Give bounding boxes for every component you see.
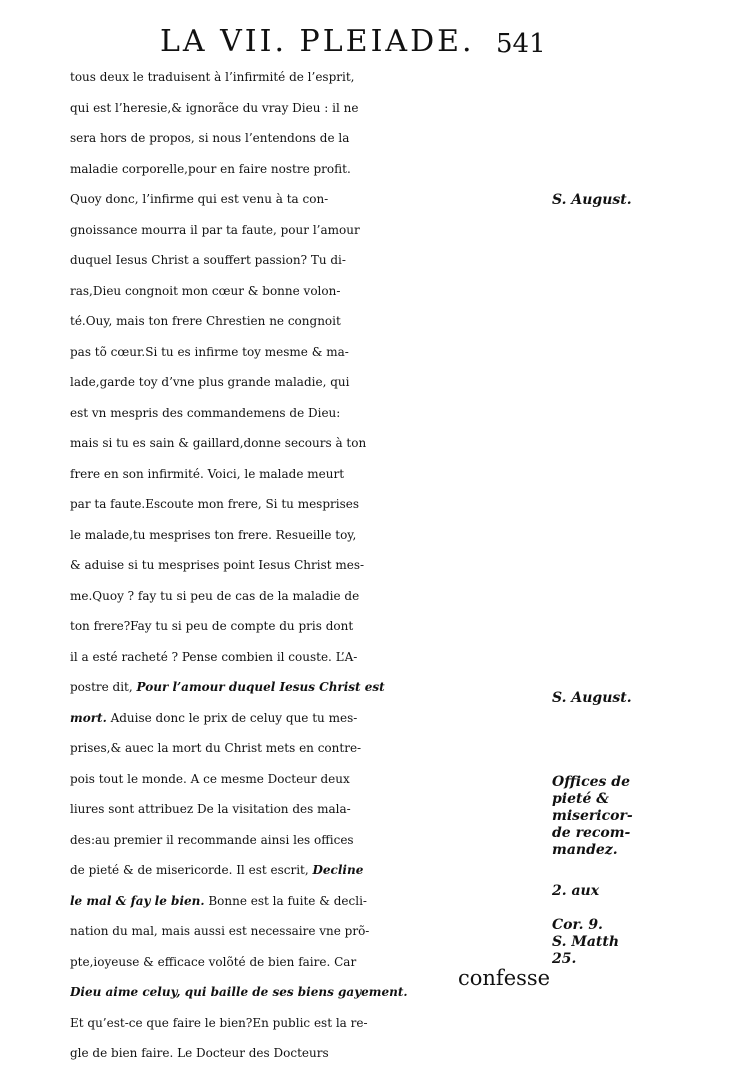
margin-note-august-2: S. August.	[552, 690, 632, 706]
text-line	[70, 672, 550, 703]
text-segment: tous deux le traduisent à l’infirmité de l’esprit,	[70, 70, 355, 84]
margin-note-corinthians-chapter: Cor. 9.	[552, 917, 603, 933]
text-segment: Bonne est la fuite & decli-	[204, 893, 367, 908]
catchword: confesse	[458, 966, 551, 990]
text-line	[70, 764, 550, 795]
text-line	[70, 1008, 550, 1039]
text-segment: me.Quoy ? fay tu si peu de cas de la maladie de	[70, 588, 360, 603]
text-line	[70, 154, 550, 185]
text-segment: ton frere?Fay tu si peu de compte du pris dont	[70, 619, 354, 633]
margin-note-offices	[552, 774, 633, 859]
italic-quotation: mort.	[70, 710, 107, 725]
body-text	[70, 62, 550, 1069]
italic-quotation: Decline	[312, 863, 364, 877]
text-line	[70, 703, 550, 734]
text-segment: duquel Iesus Christ a souffert passion? Tu di-	[70, 253, 346, 267]
text-segment: té.Ouy, mais ton frere Chrestien ne congnoit	[70, 314, 341, 328]
text-segment: maladie corporelle,pour en faire nostre profit.	[70, 161, 351, 176]
text-segment: il a esté racheté ? Pense combien il couste. L’A-	[70, 649, 358, 664]
text-line	[70, 642, 550, 673]
text-line	[70, 886, 550, 917]
margin-note-offices-line: mandez.	[552, 842, 618, 858]
margin-note-corinthians: 2. aux	[552, 883, 600, 899]
text-line	[70, 62, 550, 93]
text-line	[70, 1038, 550, 1069]
text-line	[70, 733, 550, 764]
text-line	[70, 520, 550, 551]
text-segment: ras,Dieu congnoit mon cœur & bonne volon-	[70, 283, 341, 298]
text-segment: liures sont attribuez De la visitation des mala-	[70, 802, 351, 816]
text-line	[70, 794, 550, 825]
text-line	[70, 276, 550, 307]
text-segment: est vn mespris des commandemens de Dieu:	[70, 405, 341, 420]
running-title: LA VII. PLEIADE.	[160, 24, 475, 59]
text-line	[70, 306, 550, 337]
text-segment: de pieté & de misericorde. Il est escrit,	[70, 863, 313, 877]
text-segment: des:au premier il recommande ainsi les offices	[70, 832, 354, 847]
text-line	[70, 398, 550, 429]
text-segment: mais si tu es sain & gaillard,donne secours à ton	[70, 436, 367, 450]
text-segment: par ta faute.Escoute mon frere, Si tu mesprises	[70, 497, 360, 511]
margin-note-offices-line: de recom-	[552, 825, 631, 841]
text-segment: pte,ioyeuse & efficace volõté de bien faire. Car	[70, 954, 357, 969]
text-segment: Quoy donc, l’infirme qui est venu à ta con-	[70, 192, 329, 206]
text-line	[70, 123, 550, 154]
text-segment: sera hors de propos, si nous l’entendons de la	[70, 131, 350, 145]
text-line	[70, 611, 550, 642]
text-line	[70, 550, 550, 581]
margin-note-offices-line: Offices de	[552, 774, 630, 790]
text-segment: prises,& auec la mort du Christ mets en contre-	[70, 741, 362, 755]
text-segment: qui est l’heresie,& ignorãce du vray Dieu : il ne	[70, 100, 359, 115]
margin-note-august-1: S. August.	[552, 192, 632, 208]
text-line	[70, 93, 550, 124]
text-segment: pas tõ cœur.Si tu es infirme toy mesme & ma-	[70, 344, 349, 359]
text-line	[70, 215, 550, 246]
text-line	[70, 855, 550, 886]
italic-quotation: Dieu aime celuy, qui baille de ses biens gayement.	[70, 985, 408, 999]
text-segment: frere en son infirmité. Voici, le malade meurt	[70, 466, 345, 481]
text-line	[70, 459, 550, 490]
text-line	[70, 916, 550, 947]
text-segment: & aduise si tu mesprises point Iesus Christ mes-	[70, 558, 365, 572]
text-line	[70, 245, 550, 276]
text-segment: le malade,tu mesprises ton frere. Resueille toy,	[70, 527, 357, 542]
margin-note-offices-line: pieté &	[552, 791, 609, 807]
italic-quotation: le mal & fay le bien.	[70, 893, 205, 908]
text-segment: nation du mal, mais aussi est necessaire vne prõ-	[70, 924, 370, 938]
text-segment: gnoissance mourra il par ta faute, pour l’amour	[70, 222, 360, 237]
margin-note-offices-line: misericor-	[552, 808, 633, 824]
text-line	[70, 581, 550, 612]
text-line	[70, 825, 550, 856]
text-line	[70, 428, 550, 459]
text-line	[70, 489, 550, 520]
text-segment: postre dit,	[70, 680, 137, 694]
text-segment: gle de bien faire. Le Docteur des Docteurs	[70, 1046, 329, 1060]
text-segment: Aduise donc le prix de celuy que tu mes-	[106, 710, 358, 725]
text-line	[70, 337, 550, 368]
margin-note-matthew-chapter: 25.	[552, 951, 577, 967]
text-line	[70, 184, 550, 215]
text-line	[70, 367, 550, 398]
italic-quotation: Pour l’amour duquel Iesus Christ est	[136, 680, 385, 694]
text-segment: pois tout le monde. A ce mesme Docteur deux	[70, 771, 350, 786]
page-number: 541	[496, 29, 546, 59]
text-segment: lade,garde toy d’vne plus grande maladie, qui	[70, 375, 350, 389]
margin-note-matthew: S. Matth	[552, 934, 620, 950]
text-segment: Et qu’est-ce que faire le bien?En public est la re-	[70, 1015, 368, 1030]
